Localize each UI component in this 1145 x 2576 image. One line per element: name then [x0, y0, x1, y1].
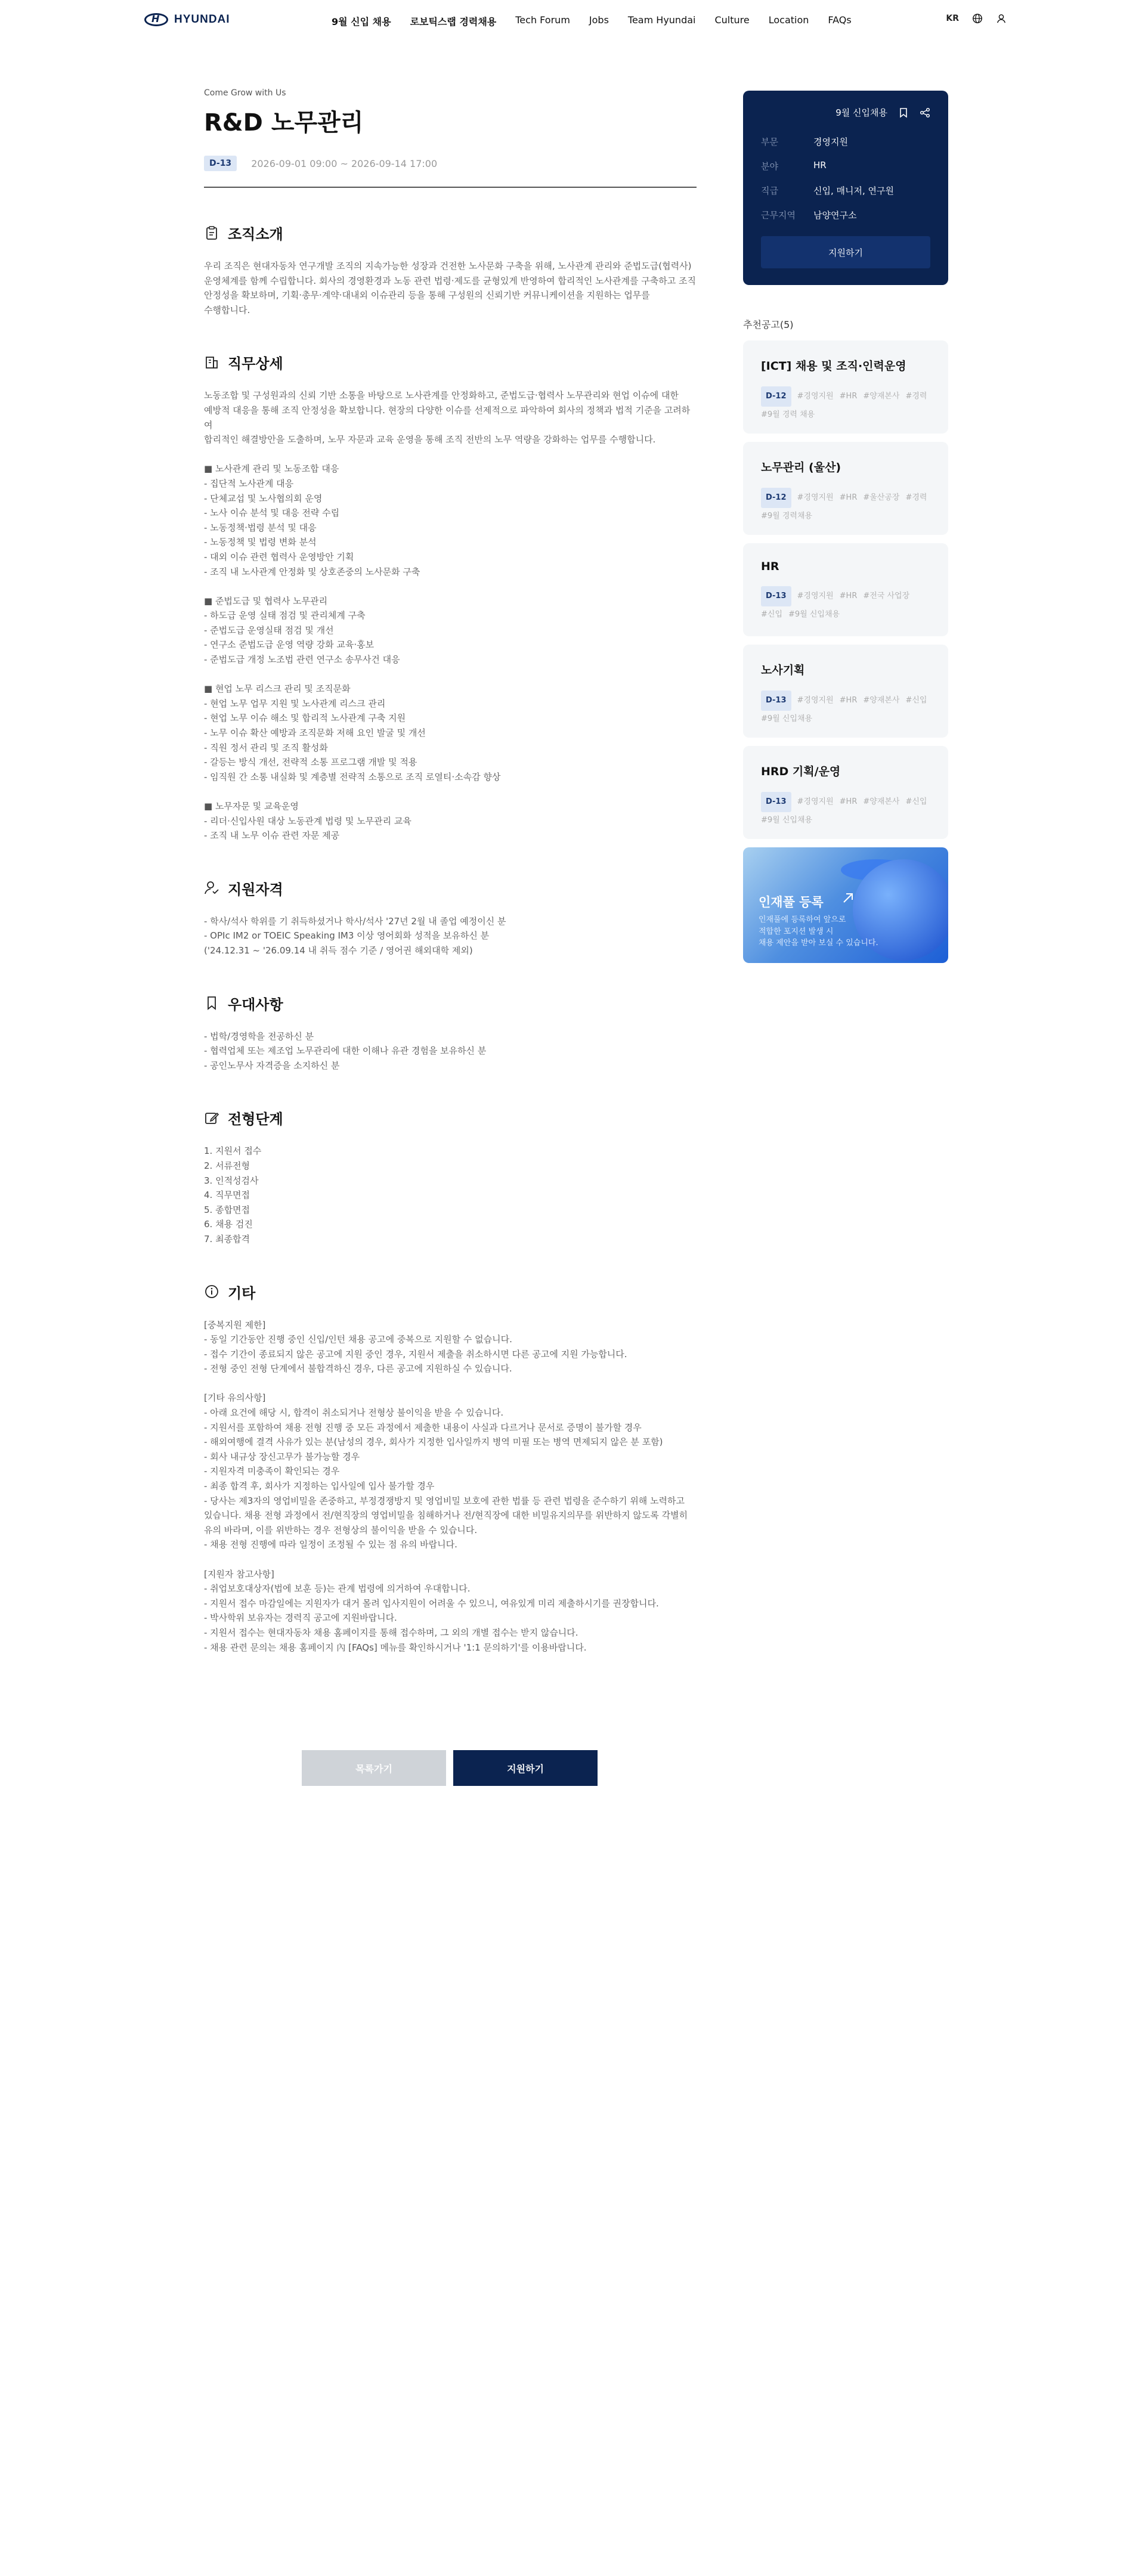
info-key: 분야 — [761, 161, 778, 172]
language-selector[interactable]: KR — [946, 14, 959, 23]
section-duty — [204, 352, 697, 843]
recruit-label: 9월 신입채용 — [835, 107, 887, 118]
application-period: 2026-09-01 09:00 ~ 2026-09-14 17:00 — [251, 157, 438, 169]
nav-item-tech-forum[interactable]: Tech Forum — [515, 14, 570, 26]
tag: #9월 신입채용 — [788, 609, 840, 619]
recommend-card[interactable] — [743, 645, 948, 738]
info-value: 신입, 매니저, 연구원 — [813, 185, 894, 196]
section-body-org: 우리 조직은 현대자동차 연구개발 조직의 지속가능한 성장과 건전한 노사문화 구축을 위해, 노사관계 관리와 준법도급(협력사) 운영체계를 함께 수립합니다. 회사의 경영환경과 노동 관련 법령·제도를 균형있게 반영하여 합리적인 노사관계를 구축하고 조직 안정성을 확보하며, 기획·총무·계약·대내외 이슈관리 등을 통해 구성원의 신뢰기반 커뮤니케이션을 지원하는 업무를 수행합니다. — [204, 261, 697, 315]
section-body-qualification: - 학사/석사 학위를 기 취득하셨거나 학사/석사 '27년 2월 내 졸업 예정이신 분 - OPIc IM2 or TOEIC Speaking IM3 이상 영어회화 성적을 보유하신 분 ('24.12.31 ~ '26.09.14 내 취득 점수 기준 / 영어권 해외대학 제외) — [204, 915, 506, 956]
tag: #9월 신입채용 — [761, 714, 813, 723]
user-icon[interactable] — [996, 13, 1007, 24]
recommend-card-title: HRD 기획/운영 — [761, 765, 841, 778]
main-nav — [332, 14, 852, 28]
tag: #9월 경력채용 — [761, 511, 813, 521]
recommend-card[interactable] — [743, 746, 948, 839]
tag: #경영지원 — [797, 392, 834, 401]
bottom-actions — [302, 1750, 598, 1786]
nav-item-robotics-lab-career[interactable]: 로보틱스랩 경력채용 — [410, 16, 497, 27]
info-value: HR — [813, 160, 827, 171]
tag: #9월 신입채용 — [761, 815, 813, 825]
recommend-card-title: 노사기획 — [761, 664, 805, 677]
arrow-up-right-icon — [840, 890, 856, 906]
info-row-division — [761, 135, 930, 148]
info-row-location — [761, 209, 930, 221]
tag: #신입 — [905, 696, 927, 705]
user-check-icon — [204, 880, 219, 896]
dday-badge: D-12 — [761, 488, 791, 508]
recommend-card-title: [ICT] 채용 및 조직·인력운영 — [761, 360, 906, 373]
hyundai-logo[interactable] — [144, 13, 230, 26]
dday-badge: D-13 — [761, 586, 791, 606]
section-org — [204, 222, 697, 317]
info-value: 경영지원 — [813, 137, 848, 147]
section-qualification — [204, 878, 697, 958]
banner-description: 인재풀에 등록하여 앞으로 적합한 포지션 발생 시 채용 제안을 받아 보실 수 있습니다. — [759, 915, 878, 948]
tag: #양재본사 — [863, 797, 900, 806]
tag: #9월 경력 채용 — [761, 410, 815, 419]
job-meta — [204, 156, 697, 188]
dday-badge: D-12 — [761, 386, 791, 407]
info-row-field — [761, 160, 930, 172]
tag: #HR — [839, 392, 858, 401]
section-preference — [204, 993, 697, 1073]
info-key: 근무지역 — [761, 210, 796, 221]
section-body-preference: - 법학/경영학을 전공하신 분 - 협력업체 또는 제조업 노무관리에 대한 이해나 유관 경험을 보유하신 분 - 공인노무사 자격증을 소지하신 분 — [204, 1030, 487, 1071]
dday-badge: D-13 — [204, 156, 237, 171]
nav-item-culture[interactable]: Culture — [714, 14, 750, 26]
tag: #경력 — [905, 493, 927, 502]
building-icon — [204, 355, 219, 370]
bookmark-icon — [204, 995, 219, 1011]
hyundai-logo-icon — [144, 13, 168, 26]
recommend-card-title: 노무관리 (울산) — [761, 461, 841, 474]
share-icon[interactable] — [920, 107, 930, 118]
page-title: R&D 노무관리 — [204, 109, 364, 137]
info-row-level — [761, 184, 930, 197]
tag: #HR — [839, 592, 858, 600]
edit-icon — [204, 1110, 219, 1126]
nav-item-location[interactable]: Location — [768, 14, 809, 26]
dday-badge: D-13 — [761, 792, 791, 812]
talent-pool-banner[interactable] — [743, 847, 948, 963]
nav-item-faqs[interactable]: FAQs — [828, 14, 852, 26]
tag: #신입 — [905, 797, 927, 806]
globe-icon[interactable] — [972, 13, 983, 24]
tag: #울산공장 — [863, 493, 900, 502]
bookmark-icon[interactable] — [898, 107, 909, 118]
recommend-title: 추천공고(5) — [743, 319, 794, 330]
tag: #양재본사 — [863, 392, 900, 401]
apply-button-bottom[interactable]: 지원하기 — [453, 1750, 598, 1786]
nav-item-team-hyundai[interactable]: Team Hyundai — [627, 14, 696, 26]
section-title-qualification: 지원자격 — [228, 881, 283, 898]
info-key: 직급 — [761, 185, 778, 196]
section-body-etc: [중복지원 제한] - 동일 기간동안 진행 중인 신입/인턴 채용 공고에 중복으로 지원할 수 없습니다. - 접수 기간이 종료되지 않은 공고에 지원 중인 경우, 지원서 제출을 취소하시면 다른 공고에 지원 가능합니다. - 전형 중인 전형 단계에서 불합격하신 경우, 다른 공고에 지원하실 수 있습니다. [기타 유의사항] - 아래 요건에 해당 시, 합격이 취소되거나 전형상 불이익을 받을 수 있습니다. - 지원서를 포함하여 채용 전형 진행 중 모든 과정에서 제출한 내용이 사실과 다르거나 문서로 증명이 불가할 경우 - 해외여행에 결격 사유가 있는 분(남성의 경우, 회사가 지정한 입사일까지 병역 미필 또는 병역 면제되지 않은 분 포함) - 회사 내규상 장신고무가 불가능할 경우 - 지원자격 미충족이 확인되는 경우 - 최종 합격 후, 회사가 지정하는 입사일에 입사 불가할 경우 - 당사는 제3자의 영업비밀을 존중하고, 부정경쟁방지 및 영업비밀 보호에 관한 법률 등 관련 법령을 준수하기 위해 노력하고 있습니다. 채용 전형 과정에서 전/현직장의 영업비밀을 침해하거나 전/현직장에 대한 비밀유지의무를 위반하지 않도록 각별히 유의 바라며, 이를 위반하는 경우 전형상의 불이익을 받을 수 있습니다. - 채용 전형 진행에 따라 일정이 조정될 수 있는 점 유의 바랍니다. [지원자 참고사항] - 취업보호대상자(법에 보훈 등)는 관계 법령에 의거하여 우대합니다. - 지원서 접수 마감일에는 지원자가 대거 몰려 입사지원이 어려울 수 있으니, 여유있게 미리 제출하시기를 권장합니다. - 박사학위 보유자는 경력직 공고에 지원바랍니다. - 지원서 접수는 현대자동차 채용 홈페이지를 통해 접수하며, 그 외의 개별 접수는 받지 않습니다. - 채용 관련 문의는 채용 홈페이지 內 [FAQs] 메뉴를 확인하시거나 '1:1 문의하기'를 이용바랍니다. — [204, 1319, 688, 1653]
section-process — [204, 1107, 697, 1246]
section-etc — [204, 1281, 697, 1655]
tag: #HR — [839, 493, 858, 502]
tag: #경력 — [905, 392, 927, 401]
section-title-process: 전형단계 — [228, 1111, 283, 1128]
header-utilities — [946, 13, 1007, 24]
tag: #경영지원 — [797, 592, 834, 600]
apply-card — [743, 91, 948, 285]
section-title-preference: 우대사항 — [228, 996, 283, 1013]
section-title-duty: 직무상세 — [228, 355, 283, 373]
page-eyebrow: Come Grow with Us — [204, 88, 286, 98]
info-value: 남양연구소 — [813, 210, 857, 221]
recommend-card[interactable] — [743, 543, 948, 636]
section-body-duty: 노동조합 및 구성원과의 신뢰 기반 소통을 바탕으로 노사관계를 안정화하고, 준법도급·협력사 노무관리와 현업 이슈에 대한 예방적 대응을 통해 조직 안정성을 확보합니다. 현장의 다양한 이슈를 선제적으로 파악하여 회사의 정책과 법적 기준을 고려하여 합리적인 해결방안을 도출하며, 노무 자문과 교육 운영을 통해 조직 전반의 노무 역량을 강화하는 업무를 수행합니다. ■ 노사관계 관리 및 노동조합 대응 - 집단적 노사관계 대응 - 단체교섭 및 노사협의회 운영 - 노사 이슈 분석 및 대응 전략 수립 - 노동정책·법령 분석 및 대응 - 노동정책 및 법령 변화 분석 - 대외 이슈 관련 협력사 운영방안 기획 - 조직 내 노사관계 안정화 및 상호존중의 노사문화 구축 ■ 준법도급 및 협력사 노무관리 - 하도급 운영 실태 점검 및 관리체계 구축 - 준법도급 운영실태 점검 및 개선 - 연구소 준법도급 운영 역량 강화 교육·홍보 - 준법도급 개정 노조법 관련 연구소 송무사건 대응 ■ 현업 노무 리스크 관리 및 조직문화 - 현업 노무 업무 지원 및 노사관계 리스크 관리 - 현업 노무 이슈 해소 및 합리적 노사관계 구축 지원 - 노무 이슈 확산 예방과 조직문화 저해 요인 발굴 및 개선 - 직원 정서 관리 및 조직 활성화 - 갈등는 방식 개선, 전략적 소통 프로그램 개발 및 적용 - 임직원 간 소통 내실화 및 계층별 전략적 소통으로 조직 로열티·소속감 향상 ■ 노무자문 및 교육운영 - 리더·신입사원 대상 노동관계 법령 및 노무관리 교육 - 조직 내 노무 이슈 관련 자문 제공 — [204, 390, 691, 841]
tag: #전국 사업장 — [863, 592, 910, 600]
job-sidebar — [743, 91, 948, 963]
tag: #경영지원 — [797, 797, 834, 806]
section-title-org: 조직소개 — [228, 226, 283, 243]
banner-title: 인재풀 등록 — [759, 895, 824, 909]
section-body-process: 1. 지원서 접수 2. 서류전형 3. 인적성검사 4. 직무면접 5. 종합면접 6. 채용 검진 7. 최종합격 — [204, 1145, 262, 1244]
tag: #HR — [839, 797, 858, 806]
tag: #경영지원 — [797, 696, 834, 705]
back-to-list-button[interactable]: 목록가기 — [302, 1750, 446, 1786]
nav-item-september-new-hire[interactable]: 9월 신입 채용 — [332, 16, 391, 27]
tag: #양재본사 — [863, 696, 900, 705]
tag: #경영지원 — [797, 493, 834, 502]
info-icon — [204, 1284, 219, 1299]
clipboard-icon — [204, 225, 219, 241]
global-header — [0, 0, 1145, 43]
dday-badge: D-13 — [761, 691, 791, 711]
logo-text: HYUNDAI — [174, 13, 230, 26]
apply-button-side[interactable]: 지원하기 — [761, 236, 930, 268]
tag: #HR — [839, 696, 858, 705]
job-detail — [204, 88, 697, 1655]
info-key: 부문 — [761, 137, 778, 147]
recommend-card[interactable] — [743, 340, 948, 434]
section-title-etc: 기타 — [228, 1284, 256, 1302]
nav-item-jobs[interactable]: Jobs — [589, 14, 609, 26]
recommend-card-title: HR — [761, 560, 779, 573]
tag: #신입 — [761, 609, 783, 619]
recommend-card[interactable] — [743, 442, 948, 535]
